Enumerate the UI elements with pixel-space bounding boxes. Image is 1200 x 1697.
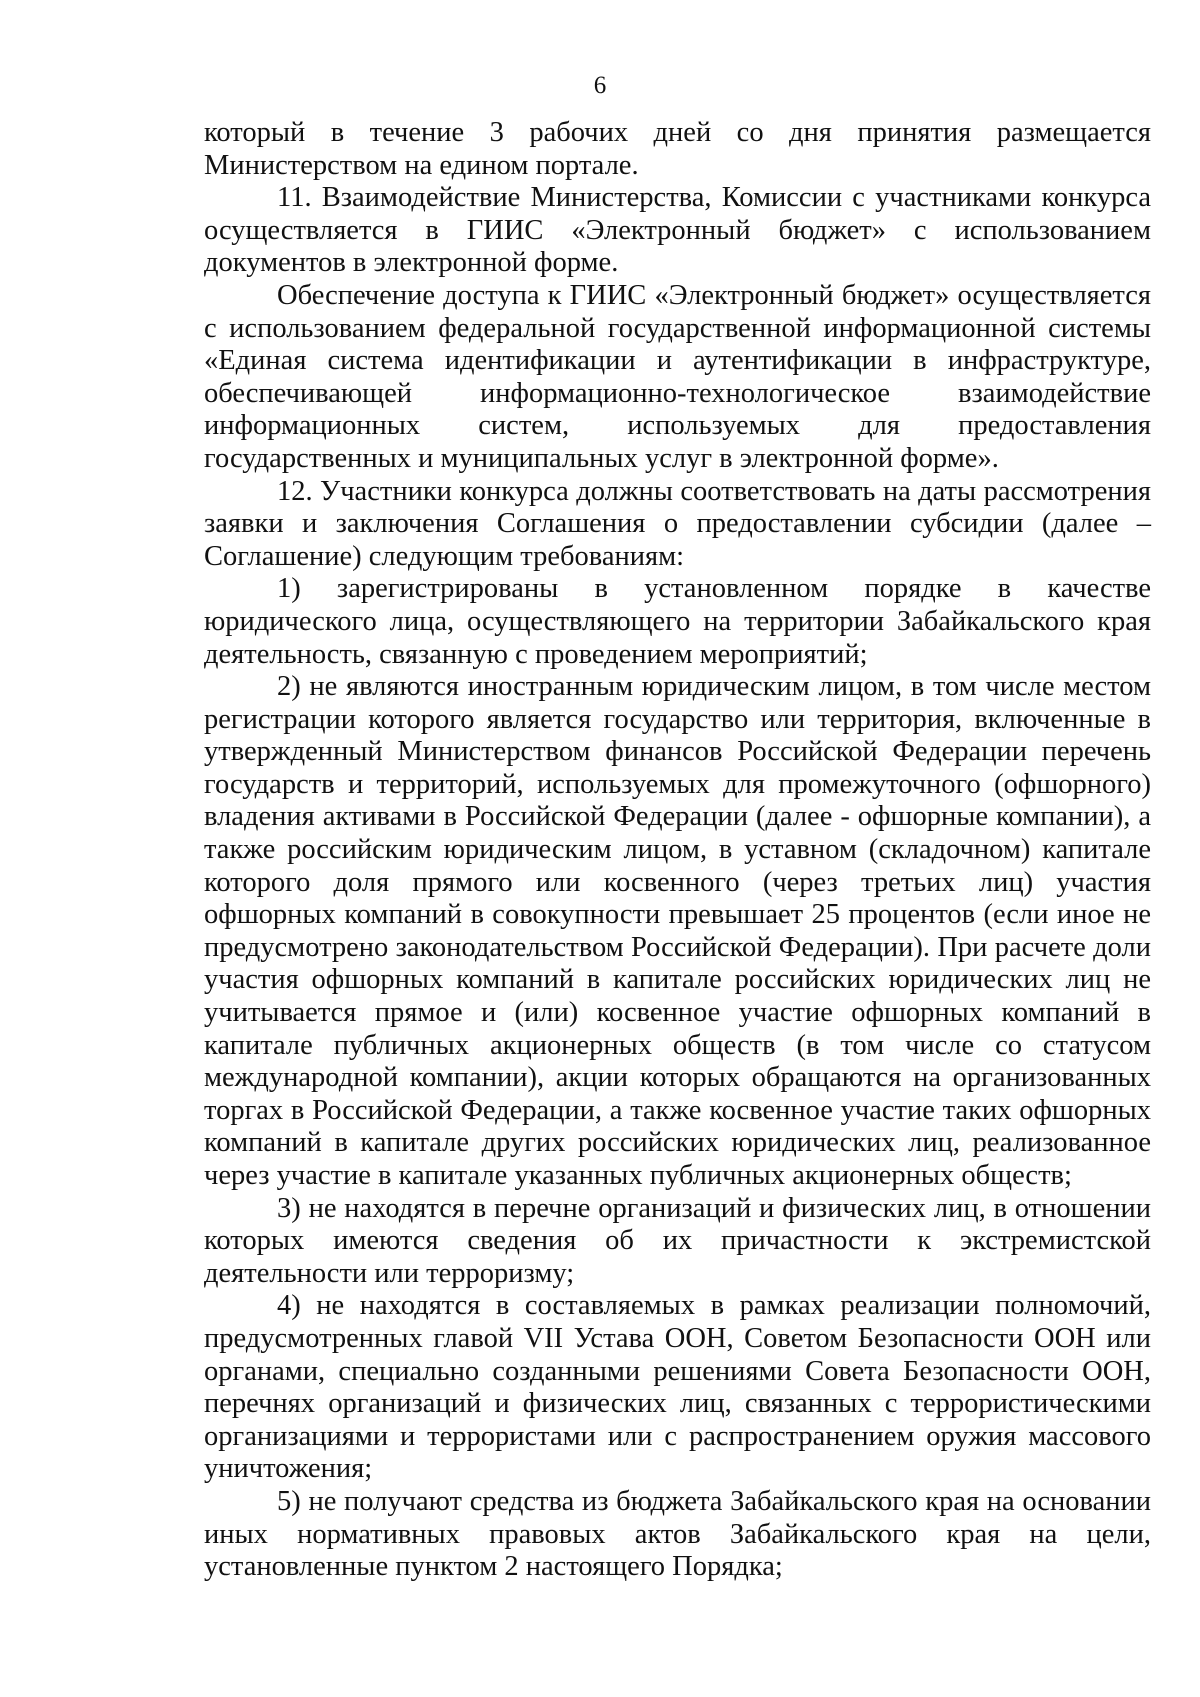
page-number: 6 [593, 72, 607, 99]
document-body [204, 117, 1151, 1584]
paragraph-requirement-5: 5) не получают средства из бюджета Забайкальского края на основании иных нормативных правовых актов Забайкальского края на цели, установленные пунктом 2 настоящего Порядка; [204, 1485, 1151, 1583]
paragraph-continuation: который в течение 3 рабочих дней со дня принятия размещается Министерством на едином портале. [204, 117, 1151, 181]
paragraph-requirement-4: 4) не находятся в составляемых в рамках реализации полномочий, предусмотренных главой VII Устава ООН, Советом Безопасности ООН или органами, специально созданными решениями Совета Безопасности ООН, перечнях организаций и физических лиц, связанных с террористическими организациями и террористами или с распространением оружия массового уничтожения; [204, 1290, 1151, 1485]
paragraph-requirement-2: 2) не являются иностранным юридическим лицом, в том числе местом регистрации которого является государство или территория, включенные в утвержденный Министерством финансов Российской Федерации перечень государств и территорий, используемых для промежуточного (офшорного) владения активами в Российской Федерации (далее - офшорные компании), а также российским юридическим лицом, в уставном (складочном) капитале которого доля прямого или косвенного (через третьих лиц) участия офшорных компаний в совокупности превышает 25 процентов (если иное не предусмотрено законодательством Российской Федерации). При расчете доли участия офшорных компаний в капитале российских юридических лиц не учитывается прямое и (или) косвенное участие офшорных компаний в капитале публичных акционерных обществ (в том числе со статусом международной компании), акции которых обращаются на организованных торгах в Российской Федерации, а также косвенное участие таких офшорных компаний в капитале других российских юридических лиц, реализованное через участие в капитале указанных публичных акционерных обществ; [204, 671, 1151, 1191]
paragraph-item-11: 11. Взаимодействие Министерства, Комиссии с участниками конкурса осуществляется в ГИИС «Электронный бюджет» с использованием документов в электронной форме. [204, 182, 1151, 279]
paragraph-requirement-1: 1) зарегистрированы в установленном порядке в качестве юридического лица, осуществляющего на территории Забайкальского края деятельность, связанную с проведением мероприятий; [204, 573, 1151, 670]
paragraph-requirement-3: 3) не находятся в перечне организаций и физических лиц, в отношении которых имеются сведения об их причастности к экстремистской деятельности или терроризму; [204, 1192, 1151, 1289]
paragraph-access: Обеспечение доступа к ГИИС «Электронный бюджет» осуществляется с использованием федеральной государственной информационной системы «Единая система идентификации и аутентификации в инфраструктуре, обеспечивающей информационно-технологическое взаимодействие информационных систем, используемых для предоставления государственных и муниципальных услуг в электронной форме». [204, 279, 1151, 474]
paragraph-item-12: 12. Участники конкурса должны соответствовать на даты рассмотрения заявки и заключения Соглашения о предоставлении субсидии (далее – Соглашение) следующим требованиям: [204, 475, 1151, 572]
